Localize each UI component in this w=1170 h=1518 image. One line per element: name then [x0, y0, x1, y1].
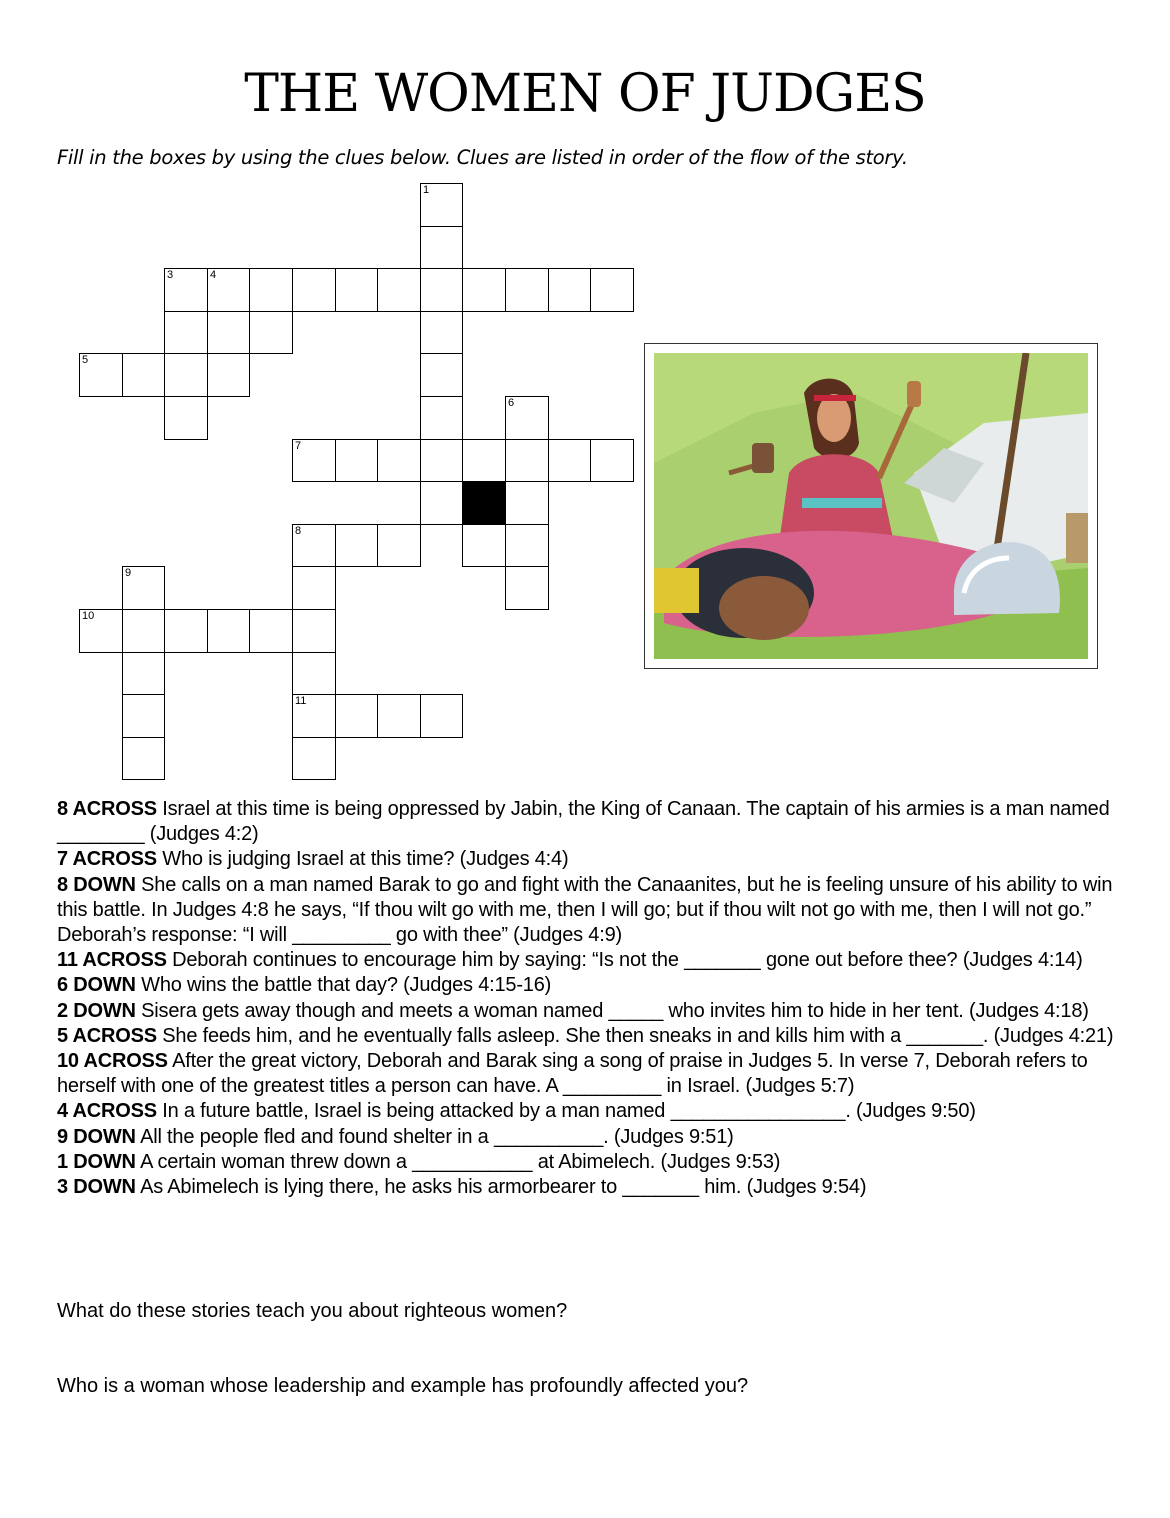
- crossword-cell[interactable]: [505, 396, 549, 440]
- crossword-cell[interactable]: [377, 524, 421, 567]
- crossword-cell[interactable]: [122, 566, 165, 610]
- crossword-cell[interactable]: [420, 226, 463, 269]
- crossword-cell[interactable]: [420, 396, 463, 440]
- clue-number: 10: [82, 610, 95, 622]
- clue-number: 6: [508, 397, 515, 409]
- clue-number: 11: [295, 695, 307, 707]
- crossword-cell[interactable]: [462, 439, 506, 482]
- crossword-cell[interactable]: [122, 694, 165, 738]
- clue-number: 7: [295, 440, 302, 452]
- crossword-cell[interactable]: [335, 439, 378, 482]
- crossword-cell[interactable]: [292, 652, 336, 695]
- crossword-cell[interactable]: [292, 694, 336, 738]
- crossword-cell[interactable]: [420, 183, 463, 227]
- clue-item: [57, 1125, 1117, 1150]
- crossword-cell[interactable]: [590, 268, 634, 312]
- crossword-cell[interactable]: [292, 268, 336, 312]
- clue-text: In a future battle, Israel is being attacked by a man named ________________. (Judges 9:50): [156, 1100, 976, 1123]
- crossword-cell[interactable]: [505, 481, 549, 525]
- clue-label: 8 ACROSS: [57, 798, 157, 820]
- crossword-cell[interactable]: [164, 396, 208, 440]
- crossword-cell[interactable]: [292, 566, 336, 610]
- crossword-cell[interactable]: [164, 268, 208, 312]
- clue-item: [57, 847, 1117, 872]
- crossword-cell[interactable]: [377, 439, 421, 482]
- clue-label: 8 DOWN: [57, 873, 136, 896]
- crossword-cell[interactable]: [207, 609, 250, 653]
- reflection-question-2: Who is a woman whose leadership and example has profoundly affected you?: [57, 1375, 749, 1397]
- clue-number: 8: [295, 525, 302, 537]
- clue-text: Who wins the battle that day? (Judges 4:15-16): [135, 974, 552, 997]
- crossword-cell[interactable]: [122, 609, 165, 653]
- crossword-cell[interactable]: [335, 524, 378, 567]
- clue-label: 4 ACROSS: [57, 1100, 157, 1123]
- crossword-cell[interactable]: [164, 353, 208, 397]
- clue-text: Deborah continues to encourage him by saying: “Is not the _______ gone out before thee? (Judges 4:14): [166, 949, 1083, 972]
- clue-label: 11 ACROSS: [57, 949, 167, 972]
- clue-text: Who is judging Israel at this time? (Judges 4:4): [156, 848, 569, 871]
- crossword-cell[interactable]: [377, 268, 421, 312]
- crossword-cell[interactable]: [292, 439, 336, 482]
- crossword-cell[interactable]: [207, 268, 250, 312]
- crossword-cell[interactable]: [292, 737, 336, 780]
- clue-item: [57, 1099, 1117, 1124]
- clue-item: [57, 1049, 1117, 1099]
- crossword-cell[interactable]: [420, 353, 463, 397]
- clue-number: 5: [82, 354, 89, 366]
- crossword-cell[interactable]: [122, 737, 165, 780]
- reflection-question-1: What do these stories teach you about righteous women?: [57, 1300, 568, 1322]
- clue-item: [57, 999, 1117, 1024]
- clue-item: [57, 797, 1117, 847]
- jael-sisera-illustration: [654, 353, 1088, 659]
- clue-text: Israel at this time is being oppressed by Jabin, the King of Canaan. The captain of his armies is a man named ________ (Judges 4:2): [57, 798, 1110, 846]
- clue-number: 4: [210, 269, 217, 281]
- crossword-cell[interactable]: [122, 652, 165, 695]
- crossword-cell[interactable]: [462, 268, 506, 312]
- crossword-cell[interactable]: [249, 609, 293, 653]
- crossword-cell[interactable]: [79, 609, 123, 653]
- clue-item: [57, 1150, 1117, 1175]
- crossword-cell[interactable]: [335, 694, 378, 738]
- clue-text: She feeds him, and he eventually falls asleep. She then sneaks in and kills him with a _______. (Judges 4:21): [156, 1024, 1114, 1047]
- crossword-cell[interactable]: [462, 524, 506, 567]
- crossword-cell[interactable]: [420, 694, 463, 738]
- crossword-cell[interactable]: [249, 311, 293, 354]
- clue-list: [57, 797, 1117, 1200]
- crossword-cell[interactable]: [164, 609, 208, 653]
- crossword-cell[interactable]: [249, 268, 293, 312]
- clue-label: 6 DOWN: [57, 974, 136, 997]
- crossword-cell[interactable]: [420, 481, 463, 525]
- crossword-cell[interactable]: [505, 524, 549, 567]
- crossword-cell[interactable]: [292, 609, 336, 653]
- clue-label: 7 ACROSS: [57, 848, 157, 871]
- crossword-cell[interactable]: [505, 566, 549, 610]
- clue-label: 2 DOWN: [57, 999, 136, 1022]
- clue-number: 3: [167, 269, 174, 281]
- illustration: [644, 343, 1098, 669]
- black-square: [462, 481, 506, 525]
- crossword-cell[interactable]: [420, 311, 463, 354]
- crossword-cell[interactable]: [548, 268, 591, 312]
- clue-text: As Abimelech is lying there, he asks his armorbearer to _______ him. (Judges 9:54): [135, 1176, 867, 1199]
- crossword-cell[interactable]: [292, 524, 336, 567]
- instructions: Fill in the boxes by using the clues below. Clues are listed in order of the flow of the story.: [57, 146, 908, 169]
- clue-text: A certain woman threw down a ___________ at Abimelech. (Judges 9:53): [135, 1150, 781, 1173]
- clue-label: 5 ACROSS: [57, 1024, 157, 1047]
- crossword-cell[interactable]: [164, 311, 208, 354]
- clue-item: [57, 948, 1117, 973]
- clue-text: After the great victory, Deborah and Barak sing a song of praise in Judges 5. In verse 7, Deborah refers to herself with one of the greatest titles a person can have. A _________ in Israel. (Judges 5:7): [57, 1050, 1088, 1098]
- clue-label: 1 DOWN: [57, 1150, 136, 1173]
- clue-text: Sisera gets away though and meets a woman named _____ who invites him to hide in her tent. (Judges 4:18): [135, 999, 1089, 1022]
- clue-text: All the people fled and found shelter in a __________. (Judges 9:51): [135, 1125, 734, 1148]
- clue-number: 1: [423, 184, 430, 196]
- page-title: THE WOMEN OF JUDGES: [244, 64, 926, 124]
- crossword-cell[interactable]: [207, 353, 250, 397]
- crossword-cell[interactable]: [505, 268, 549, 312]
- crossword-cell[interactable]: [548, 439, 591, 482]
- crossword-cell[interactable]: [505, 439, 549, 482]
- crossword-cell[interactable]: [590, 439, 634, 482]
- clue-item: [57, 973, 1117, 998]
- clue-text: She calls on a man named Barak to go and fight with the Canaanites, but he is feeling unsure of his ability to win this battle. In Judges 4:8 he says, “If thou wilt go with me, then I will go; but if thou wilt not go with me, then I will not go.” Deborah’s response: “I will _________ go with thee” (Judges 4:9): [57, 873, 1113, 947]
- clue-item: [57, 873, 1117, 949]
- crossword-cell[interactable]: [122, 353, 165, 397]
- clue-item: [57, 1024, 1117, 1049]
- clue-label: 3 DOWN: [57, 1176, 136, 1199]
- clue-label: 9 DOWN: [57, 1125, 136, 1148]
- crossword-cell[interactable]: [335, 268, 378, 312]
- clue-label: 10 ACROSS: [57, 1050, 168, 1073]
- crossword-cell[interactable]: [377, 694, 421, 738]
- crossword-cell[interactable]: [420, 268, 463, 312]
- clue-number: 9: [125, 567, 132, 579]
- clue-item: [57, 1175, 1117, 1200]
- crossword-cell[interactable]: [79, 353, 123, 397]
